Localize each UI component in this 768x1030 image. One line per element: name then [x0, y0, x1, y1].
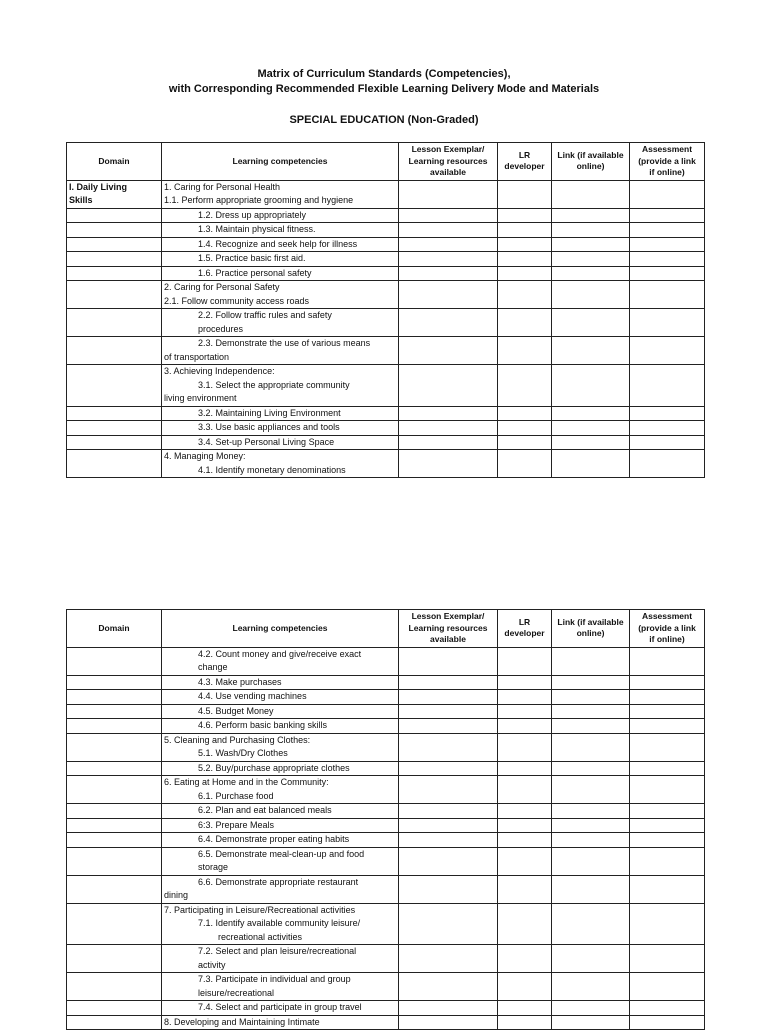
- competency-text: 2.2. Follow traffic rules and safety: [198, 310, 332, 320]
- competency-text: 7.3. Participate in individual and group: [198, 974, 351, 984]
- lr-developer-cell[interactable]: [498, 647, 552, 675]
- competency-text: 3.3. Use basic appliances and tools: [198, 422, 340, 432]
- lr-developer-cell[interactable]: [498, 690, 552, 705]
- competency-cell: [162, 875, 399, 903]
- header-lesson-exemplar: Lesson Exemplar/ Learning resources available: [399, 610, 498, 648]
- header-competencies: Learning competencies: [162, 610, 399, 648]
- domain-cell: [67, 223, 162, 238]
- domain-cell: [67, 647, 162, 675]
- domain-cell: [67, 833, 162, 848]
- lr-developer-cell[interactable]: [498, 252, 552, 267]
- competency-cell: [162, 690, 399, 705]
- competency-cell: [162, 733, 399, 761]
- competency-cell: [162, 804, 399, 819]
- link-cell[interactable]: [552, 903, 630, 945]
- competency-cell: [162, 1015, 399, 1030]
- lr-developer-cell[interactable]: [498, 1015, 552, 1030]
- link-cell[interactable]: [552, 435, 630, 450]
- table-row: [67, 1015, 705, 1030]
- lr-developer-cell[interactable]: [498, 406, 552, 421]
- table-row: [67, 337, 705, 365]
- table-row: [67, 833, 705, 848]
- assessment-cell[interactable]: [630, 450, 705, 478]
- competency-text: 4.6. Perform basic banking skills: [198, 720, 328, 730]
- domain-cell: [67, 337, 162, 365]
- assessment-cell[interactable]: [630, 208, 705, 223]
- competency-cell: [162, 208, 399, 223]
- table-header-row: [67, 143, 705, 181]
- table-row: [67, 776, 705, 804]
- lr-developer-cell[interactable]: [498, 675, 552, 690]
- link-cell[interactable]: [552, 252, 630, 267]
- lr-resource-cell[interactable]: [399, 719, 498, 734]
- lr-resource-cell[interactable]: [399, 365, 498, 407]
- domain-cell: [67, 309, 162, 337]
- link-cell[interactable]: [552, 309, 630, 337]
- competency-cell: [162, 337, 399, 365]
- competency-text: living environment: [164, 393, 237, 403]
- lr-resource-cell[interactable]: [399, 223, 498, 238]
- domain-cell: [67, 1015, 162, 1030]
- competency-cell: [162, 435, 399, 450]
- link-cell[interactable]: [552, 406, 630, 421]
- link-cell[interactable]: [552, 776, 630, 804]
- lr-resource-cell[interactable]: [399, 180, 498, 208]
- lr-resource-cell[interactable]: [399, 1001, 498, 1016]
- domain-cell: [67, 776, 162, 804]
- lr-resource-cell[interactable]: [399, 690, 498, 705]
- header-lr-developer: LR developer: [498, 610, 552, 648]
- competency-cell: [162, 647, 399, 675]
- assessment-cell[interactable]: [630, 281, 705, 309]
- link-cell[interactable]: [552, 733, 630, 761]
- competency-text: 6.1. Purchase food: [198, 790, 274, 801]
- link-cell[interactable]: [552, 833, 630, 848]
- link-cell[interactable]: [552, 208, 630, 223]
- header-link: Link (if available online): [552, 143, 630, 181]
- competency-cell: [162, 309, 399, 337]
- table-row: [67, 733, 705, 761]
- domain-cell: [67, 281, 162, 309]
- domain-cell: [67, 252, 162, 267]
- document-title-line1: Matrix of Curriculum Standards (Competencies),: [257, 68, 511, 80]
- domain-cell: [67, 180, 162, 208]
- lr-resource-cell[interactable]: [399, 237, 498, 252]
- competency-text: leisure/recreational: [198, 987, 275, 998]
- competency-cell: [162, 818, 399, 833]
- table-row: [67, 973, 705, 1001]
- domain-cell: [67, 804, 162, 819]
- table-row: [67, 761, 705, 776]
- link-cell[interactable]: [552, 281, 630, 309]
- table-row: [67, 818, 705, 833]
- assessment-cell[interactable]: [630, 1001, 705, 1016]
- competency-text: recreational activities: [218, 931, 303, 942]
- header-assessment: Assessment (provide a link if online): [630, 143, 705, 181]
- table-row: [67, 804, 705, 819]
- competency-cell: [162, 719, 399, 734]
- competency-text: 6.4. Demonstrate proper eating habits: [198, 834, 350, 844]
- domain-cell: [67, 435, 162, 450]
- competency-text: 4.5. Budget Money: [198, 705, 274, 716]
- lr-resource-cell[interactable]: [399, 833, 498, 848]
- link-cell[interactable]: [552, 337, 630, 365]
- lr-resource-cell[interactable]: [399, 776, 498, 804]
- domain-cell: [67, 365, 162, 407]
- domain-cell: [67, 903, 162, 945]
- link-cell[interactable]: [552, 875, 630, 903]
- link-cell[interactable]: [552, 223, 630, 238]
- competency-text: 5.2. Buy/purchase appropriate clothes: [198, 762, 350, 773]
- link-cell[interactable]: [552, 365, 630, 407]
- lr-resource-cell[interactable]: [399, 281, 498, 309]
- assessment-cell[interactable]: [630, 818, 705, 833]
- domain-cell: [67, 704, 162, 719]
- competency-text: storage: [198, 862, 229, 872]
- lr-resource-cell[interactable]: [399, 1015, 498, 1030]
- assessment-cell[interactable]: [630, 833, 705, 848]
- competency-text: 3.4. Set-up Personal Living Space: [198, 436, 335, 447]
- lr-developer-cell[interactable]: [498, 973, 552, 1001]
- assessment-cell[interactable]: [630, 435, 705, 450]
- domain-cell: [67, 675, 162, 690]
- table-row: [67, 266, 705, 281]
- assessment-cell[interactable]: [630, 761, 705, 776]
- domain-cell: [67, 266, 162, 281]
- header-domain: Domain: [67, 143, 162, 181]
- document-title-line2: with Corresponding Recommended Flexible Learning Delivery Mode and Materials: [168, 83, 600, 95]
- table-row: [67, 406, 705, 421]
- competency-text: 8. Developing and Maintaining Intimate: [164, 1016, 320, 1027]
- table-row: [67, 647, 705, 675]
- domain-cell: [67, 973, 162, 1001]
- competency-cell: [162, 237, 399, 252]
- competency-text: 6:3. Prepare Meals: [198, 819, 275, 830]
- competency-cell: [162, 973, 399, 1001]
- competency-text: 6. Eating at Home and in the Community:: [164, 777, 329, 787]
- competency-cell: [162, 1001, 399, 1016]
- table-row: [67, 435, 705, 450]
- assessment-cell[interactable]: [630, 309, 705, 337]
- assessment-cell[interactable]: [630, 903, 705, 945]
- domain-cell: [67, 450, 162, 478]
- header-assessment: Assessment (provide a link if online): [630, 610, 705, 648]
- competency-text: 3. Achieving Independence:: [164, 366, 275, 376]
- lr-developer-cell[interactable]: [498, 945, 552, 973]
- lr-resource-cell[interactable]: [399, 761, 498, 776]
- link-cell[interactable]: [552, 1001, 630, 1016]
- header-lesson-exemplar: Lesson Exemplar/ Learning resources available: [399, 143, 498, 181]
- competency-cell: [162, 450, 399, 478]
- link-cell[interactable]: [552, 804, 630, 819]
- lr-resource-cell[interactable]: [399, 266, 498, 281]
- competency-cell: [162, 281, 399, 309]
- lr-developer-cell[interactable]: [498, 875, 552, 903]
- competency-text: 6.6. Demonstrate appropriate restaurant: [198, 876, 359, 887]
- lr-resource-cell[interactable]: [399, 973, 498, 1001]
- assessment-cell[interactable]: [630, 973, 705, 1001]
- competency-text: 4.4. Use vending machines: [198, 691, 307, 701]
- assessment-cell[interactable]: [630, 733, 705, 761]
- lr-developer-cell[interactable]: [498, 704, 552, 719]
- link-cell[interactable]: [552, 421, 630, 436]
- lr-developer-cell[interactable]: [498, 337, 552, 365]
- domain-cell: [67, 1001, 162, 1016]
- competency-text: 1.2. Dress up appropriately: [198, 209, 307, 220]
- competency-text: 2.3. Demonstrate the use of various means: [198, 338, 371, 348]
- assessment-cell[interactable]: [630, 875, 705, 903]
- link-cell[interactable]: [552, 945, 630, 973]
- competency-text: 1.3. Maintain physical fitness.: [198, 224, 316, 234]
- table-header-row: [67, 610, 705, 648]
- lr-developer-cell[interactable]: [498, 450, 552, 478]
- domain-label: I. Daily Living: [69, 181, 128, 192]
- competency-text: 6.2. Plan and eat balanced meals: [198, 805, 332, 815]
- competency-text: 1.5. Practice basic first aid.: [198, 253, 306, 263]
- link-cell[interactable]: [552, 1015, 630, 1030]
- lr-resource-cell[interactable]: [399, 450, 498, 478]
- lr-developer-cell[interactable]: [498, 237, 552, 252]
- competency-cell: [162, 847, 399, 875]
- lr-developer-cell[interactable]: [498, 421, 552, 436]
- competency-text: 7.2. Select and plan leisure/recreational: [198, 946, 357, 956]
- lr-resource-cell[interactable]: [399, 421, 498, 436]
- competency-text: 1. Caring for Personal Health: [164, 181, 281, 192]
- assessment-cell[interactable]: [630, 223, 705, 238]
- lr-developer-cell[interactable]: [498, 266, 552, 281]
- link-cell[interactable]: [552, 266, 630, 281]
- lr-developer-cell[interactable]: [498, 281, 552, 309]
- link-cell[interactable]: [552, 675, 630, 690]
- lr-developer-cell[interactable]: [498, 180, 552, 208]
- competency-text: 1.6. Practice personal safety: [198, 267, 312, 278]
- competency-cell: [162, 761, 399, 776]
- lr-developer-cell[interactable]: [498, 365, 552, 407]
- link-cell[interactable]: [552, 690, 630, 705]
- domain-cell: [67, 761, 162, 776]
- competency-text: 4.3. Make purchases: [198, 676, 282, 687]
- table-row: [67, 365, 705, 407]
- domain-cell: [67, 875, 162, 903]
- domain-cell: [67, 733, 162, 761]
- competency-text: 1.1. Perform appropriate grooming and hygiene: [164, 195, 354, 205]
- competency-text: procedures: [198, 323, 244, 334]
- domain-cell: [67, 690, 162, 705]
- header-link: Link (if available online): [552, 610, 630, 648]
- competency-cell: [162, 421, 399, 436]
- header-competencies: Learning competencies: [162, 143, 399, 181]
- lr-developer-cell[interactable]: [498, 208, 552, 223]
- competency-text: 5.1. Wash/Dry Clothes: [198, 748, 288, 758]
- lr-developer-cell[interactable]: [498, 804, 552, 819]
- assessment-cell[interactable]: [630, 647, 705, 675]
- table-row: [67, 281, 705, 309]
- link-cell[interactable]: [552, 973, 630, 1001]
- table-row: [67, 847, 705, 875]
- competency-cell: [162, 675, 399, 690]
- assessment-cell[interactable]: [630, 365, 705, 407]
- competency-cell: [162, 903, 399, 945]
- assessment-cell[interactable]: [630, 704, 705, 719]
- link-cell[interactable]: [552, 647, 630, 675]
- competency-text: of transportation: [164, 351, 230, 362]
- lr-developer-cell[interactable]: [498, 309, 552, 337]
- lr-resource-cell[interactable]: [399, 818, 498, 833]
- table-row: [67, 675, 705, 690]
- link-cell[interactable]: [552, 818, 630, 833]
- table-row: [67, 704, 705, 719]
- competency-text: 2. Caring for Personal Safety: [164, 282, 280, 292]
- table-row: [67, 421, 705, 436]
- competency-table-2: [66, 609, 705, 1030]
- table-row: [67, 450, 705, 478]
- table-row: [67, 208, 705, 223]
- lr-developer-cell[interactable]: [498, 903, 552, 945]
- lr-resource-cell[interactable]: [399, 903, 498, 945]
- competency-cell: [162, 704, 399, 719]
- lr-resource-cell[interactable]: [399, 847, 498, 875]
- domain-cell: [67, 406, 162, 421]
- document-subtitle: SPECIAL EDUCATION (Non-Graded): [289, 114, 479, 126]
- header-domain: Domain: [67, 610, 162, 648]
- lr-developer-cell[interactable]: [498, 435, 552, 450]
- competency-text: 4.2. Count money and give/receive exact: [198, 648, 362, 659]
- assessment-cell[interactable]: [630, 421, 705, 436]
- link-cell[interactable]: [552, 237, 630, 252]
- competency-text: 6.5. Demonstrate meal-clean-up and food: [198, 848, 365, 859]
- link-cell[interactable]: [552, 847, 630, 875]
- table-row: [67, 309, 705, 337]
- lr-resource-cell[interactable]: [399, 647, 498, 675]
- competency-cell: [162, 406, 399, 421]
- competency-text: change: [198, 662, 228, 672]
- lr-developer-cell[interactable]: [498, 1001, 552, 1016]
- competency-cell: [162, 776, 399, 804]
- assessment-cell[interactable]: [630, 337, 705, 365]
- competency-cell: [162, 833, 399, 848]
- competency-text: 5. Cleaning and Purchasing Clothes:: [164, 734, 311, 745]
- lr-resource-cell[interactable]: [399, 309, 498, 337]
- domain-cell: [67, 719, 162, 734]
- lr-developer-cell[interactable]: [498, 733, 552, 761]
- competency-cell: [162, 223, 399, 238]
- assessment-cell[interactable]: [630, 406, 705, 421]
- lr-developer-cell[interactable]: [498, 719, 552, 734]
- domain-cell: [67, 945, 162, 973]
- assessment-cell[interactable]: [630, 237, 705, 252]
- lr-resource-cell[interactable]: [399, 733, 498, 761]
- lr-resource-cell[interactable]: [399, 804, 498, 819]
- assessment-cell[interactable]: [630, 266, 705, 281]
- lr-resource-cell[interactable]: [399, 704, 498, 719]
- lr-resource-cell[interactable]: [399, 337, 498, 365]
- competency-text: dining: [164, 890, 189, 900]
- lr-developer-cell[interactable]: [498, 776, 552, 804]
- header-lr-developer: LR developer: [498, 143, 552, 181]
- domain-cell: [67, 421, 162, 436]
- lr-resource-cell[interactable]: [399, 945, 498, 973]
- competency-text: 7.1. Identify available community leisure/: [198, 918, 361, 928]
- domain-cell: [67, 818, 162, 833]
- lr-developer-cell[interactable]: [498, 223, 552, 238]
- competency-cell: [162, 180, 399, 208]
- competency-cell: [162, 945, 399, 973]
- table-row: [67, 252, 705, 267]
- competency-text: 4. Managing Money:: [164, 451, 246, 461]
- competency-text: 3.2. Maintaining Living Environment: [198, 407, 341, 418]
- link-cell[interactable]: [552, 761, 630, 776]
- table-row: [67, 1001, 705, 1016]
- link-cell[interactable]: [552, 180, 630, 208]
- table-row: [67, 719, 705, 734]
- assessment-cell[interactable]: [630, 252, 705, 267]
- assessment-cell[interactable]: [630, 847, 705, 875]
- lr-developer-cell[interactable]: [498, 761, 552, 776]
- lr-developer-cell[interactable]: [498, 833, 552, 848]
- link-cell[interactable]: [552, 704, 630, 719]
- assessment-cell[interactable]: [630, 804, 705, 819]
- competency-text: 4.1. Identify monetary denominations: [198, 464, 346, 475]
- table-row: [67, 237, 705, 252]
- competency-cell: [162, 252, 399, 267]
- assessment-cell[interactable]: [630, 1015, 705, 1030]
- table-row: [67, 180, 705, 208]
- table-row: [67, 945, 705, 973]
- table-row: [67, 223, 705, 238]
- assessment-cell[interactable]: [630, 690, 705, 705]
- lr-resource-cell[interactable]: [399, 675, 498, 690]
- assessment-cell[interactable]: [630, 776, 705, 804]
- competency-text: activity: [198, 959, 226, 970]
- competency-text: 3.1. Select the appropriate community: [198, 379, 350, 390]
- competency-table-1: [66, 142, 705, 478]
- domain-cell: [67, 208, 162, 223]
- competency-text: 7.4. Select and participate in group travel: [198, 1002, 362, 1012]
- table-row: [67, 690, 705, 705]
- assessment-cell[interactable]: [630, 719, 705, 734]
- lr-developer-cell[interactable]: [498, 847, 552, 875]
- competency-text: 2.1. Follow community access roads: [164, 295, 310, 306]
- domain-cell: [67, 237, 162, 252]
- lr-resource-cell[interactable]: [399, 435, 498, 450]
- lr-resource-cell[interactable]: [399, 406, 498, 421]
- table-row: [67, 903, 705, 945]
- link-cell[interactable]: [552, 450, 630, 478]
- table-row: [67, 875, 705, 903]
- link-cell[interactable]: [552, 719, 630, 734]
- assessment-cell[interactable]: [630, 675, 705, 690]
- domain-label: Skills: [69, 195, 93, 205]
- assessment-cell[interactable]: [630, 180, 705, 208]
- competency-cell: [162, 266, 399, 281]
- lr-resource-cell[interactable]: [399, 875, 498, 903]
- domain-cell: [67, 847, 162, 875]
- lr-resource-cell[interactable]: [399, 252, 498, 267]
- competency-text: 1.4. Recognize and seek help for illness: [198, 238, 358, 249]
- lr-resource-cell[interactable]: [399, 208, 498, 223]
- competency-text: 7. Participating in Leisure/Recreational activities: [164, 904, 356, 915]
- assessment-cell[interactable]: [630, 945, 705, 973]
- competency-cell: [162, 365, 399, 407]
- lr-developer-cell[interactable]: [498, 818, 552, 833]
